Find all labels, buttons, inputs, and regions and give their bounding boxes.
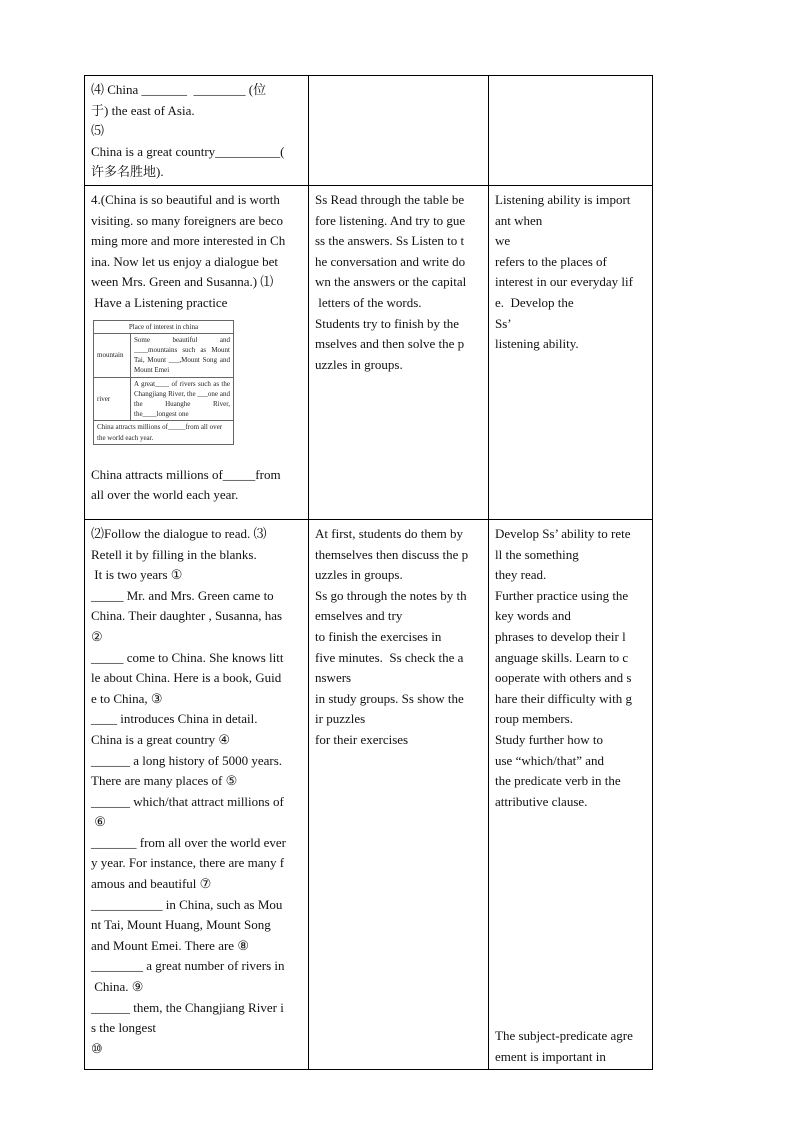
table-row [85, 76, 653, 186]
text-line: _____ come to China. She knows litt [91, 649, 284, 665]
purpose-cell [489, 76, 653, 186]
text-line: Develop Ss’ ability to rete [495, 525, 631, 541]
table-row [94, 333, 234, 377]
text-line: ement is important in [495, 1048, 606, 1064]
text-line: y year. For instance, there are many f [91, 855, 285, 871]
text-line: ② [91, 628, 103, 644]
poi-row-content: Some beautiful and ____mountains such as Mount Tai, Mount ___,Mount Song and Mount Emei [131, 333, 234, 377]
table-row [94, 320, 234, 333]
text-line: anguage skills. Learn to c [495, 649, 629, 665]
text-line: China attracts millions of_____from [91, 466, 281, 482]
text-line: ⑵Follow the dialogue to read. ⑶ [91, 525, 267, 541]
text-line: visiting. so many foreigners are beco [91, 212, 284, 228]
text-line: nt Tai, Mount Huang, Mount Song [91, 917, 271, 933]
text-line: China. ⑨ [91, 979, 144, 995]
text-line: 4.(China is so beautiful and is worth [91, 191, 280, 207]
activity-cell [85, 185, 309, 519]
text-line: ______ a long history of 5000 years. [91, 752, 283, 768]
text-line: in study groups. Ss show the [315, 690, 464, 706]
text-line: all over the world each year. [91, 487, 239, 503]
text-line: roup members. [495, 711, 573, 727]
text-line: uzzles in groups. [315, 567, 403, 583]
text-line: le about China. Here is a book, Guid [91, 670, 282, 686]
text-line: _____ Mr. and Mrs. Green came to [91, 587, 274, 603]
text-line: five minutes. Ss check the a [315, 649, 464, 665]
text-line: s the longest [91, 1020, 156, 1036]
student-activity-cell [309, 519, 489, 1070]
text-line: ll the something [495, 546, 579, 562]
text-line: key words and [495, 608, 571, 624]
text-line: to finish the exercises in [315, 628, 442, 644]
activity-cell [85, 76, 309, 186]
poi-footer: China attracts millions of_____from all over the world each year. [94, 421, 234, 444]
purpose-cell [489, 519, 653, 1070]
table-row [85, 185, 653, 519]
poi-row-content: A great____ of rivers such as the Changjiang River, the ___one and the Huanghe River, the____longest one [131, 377, 234, 421]
text-line: ________ a great number of rivers in [91, 958, 285, 974]
text-line: Ss’ [495, 315, 512, 331]
places-of-interest-table-wrap [93, 320, 302, 445]
table-row [94, 421, 234, 444]
purpose-cell [489, 185, 653, 519]
text-line: they read. [495, 567, 547, 583]
text-line: Ss Read through the table be [315, 191, 465, 207]
text-line: phrases to develop their l [495, 628, 626, 644]
text-line: e. Develop the [495, 294, 574, 310]
text-line: ____ introduces China in detail. [91, 711, 258, 727]
text-line: Retell it by filling in the blanks. [91, 546, 257, 562]
text-line: The subject-predicate agre [495, 1028, 633, 1044]
text-line: It is two years ① [91, 567, 183, 583]
text-line: refers to the places of [495, 253, 607, 269]
text-line: interest in our everyday lif [495, 274, 633, 290]
text-line: we [495, 233, 511, 249]
text-line: use “which/that” and [495, 752, 605, 768]
text-line: China is a great country ④ [91, 731, 231, 747]
text-line: ween Mrs. Green and Susanna.) ⑴ [91, 274, 274, 290]
text-line: ant when [495, 212, 543, 228]
text-line: ⑩ [91, 1040, 103, 1056]
text-line: themselves then discuss the p [315, 546, 469, 562]
text-line: wn the answers or the capital [315, 274, 467, 290]
table-row [94, 377, 234, 421]
text-line: _______ from all over the world ever [91, 834, 286, 850]
text-line: ___________ in China, such as Mou [91, 896, 283, 912]
text-line: ⑷ China _______ ________ (位 [91, 82, 267, 97]
text-line: the predicate verb in the [495, 773, 621, 789]
poi-row-label: river [94, 377, 131, 421]
text-line: hare their difficulty with g [495, 690, 632, 706]
text-line: Further practice using the [495, 587, 629, 603]
text-line: he conversation and write do [315, 253, 466, 269]
text-line: ooperate with others and s [495, 670, 632, 686]
text-line: e to China, ③ [91, 690, 163, 706]
text-line: ⑸ [91, 123, 105, 139]
text-line: At first, students do them by [315, 525, 464, 541]
text-line: ______ them, the Changjiang River i [91, 999, 284, 1015]
student-activity-cell [309, 76, 489, 186]
text-line: Students try to finish by the [315, 315, 460, 331]
text-line: emselves and try [315, 608, 403, 624]
places-of-interest-table [93, 320, 234, 445]
text-line: There are many places of ⑤ [91, 773, 238, 789]
text-line: attributive clause. [495, 793, 588, 809]
poi-title: Place of interest in china [94, 320, 234, 333]
text-line: amous and beautiful ⑦ [91, 876, 212, 892]
text-line: listening ability. [495, 336, 579, 352]
text-line: mselves and then solve the p [315, 336, 465, 352]
text-line: ming more and more interested in Ch [91, 233, 286, 249]
text-line: nswers [315, 670, 352, 686]
text-line: ir puzzles [315, 711, 366, 727]
text-line: letters of the words. [315, 294, 422, 310]
lesson-plan-table [84, 75, 653, 1070]
text-line: uzzles in groups. [315, 356, 403, 372]
text-line: ss the answers. Ss Listen to t [315, 233, 465, 249]
text-line: Study further how to [495, 731, 603, 747]
text-line: 许多名胜地). [91, 164, 164, 180]
text-line: Ss go through the notes by th [315, 587, 467, 603]
student-activity-cell [309, 185, 489, 519]
text-line: Have a Listening practice [91, 294, 228, 310]
text-line: Listening ability is import [495, 191, 631, 207]
activity-cell [85, 519, 309, 1070]
purpose-bottom-note [495, 1026, 646, 1067]
text-line: for their exercises [315, 731, 409, 747]
text-line: 于) the east of Asia. [91, 102, 195, 118]
text-line: China. Their daughter , Susanna, has [91, 608, 283, 624]
text-line: China is a great country__________( [91, 143, 285, 159]
text-line: ______ which/that attract millions of [91, 793, 284, 809]
text-line: and Mount Emei. There are ⑧ [91, 937, 249, 953]
text-line: ⑥ [91, 814, 106, 830]
text-line: ina. Now let us enjoy a dialogue bet [91, 253, 279, 269]
table-row [85, 519, 653, 1070]
poi-row-label: mountain [94, 333, 131, 377]
text-line: fore listening. And try to gue [315, 212, 466, 228]
